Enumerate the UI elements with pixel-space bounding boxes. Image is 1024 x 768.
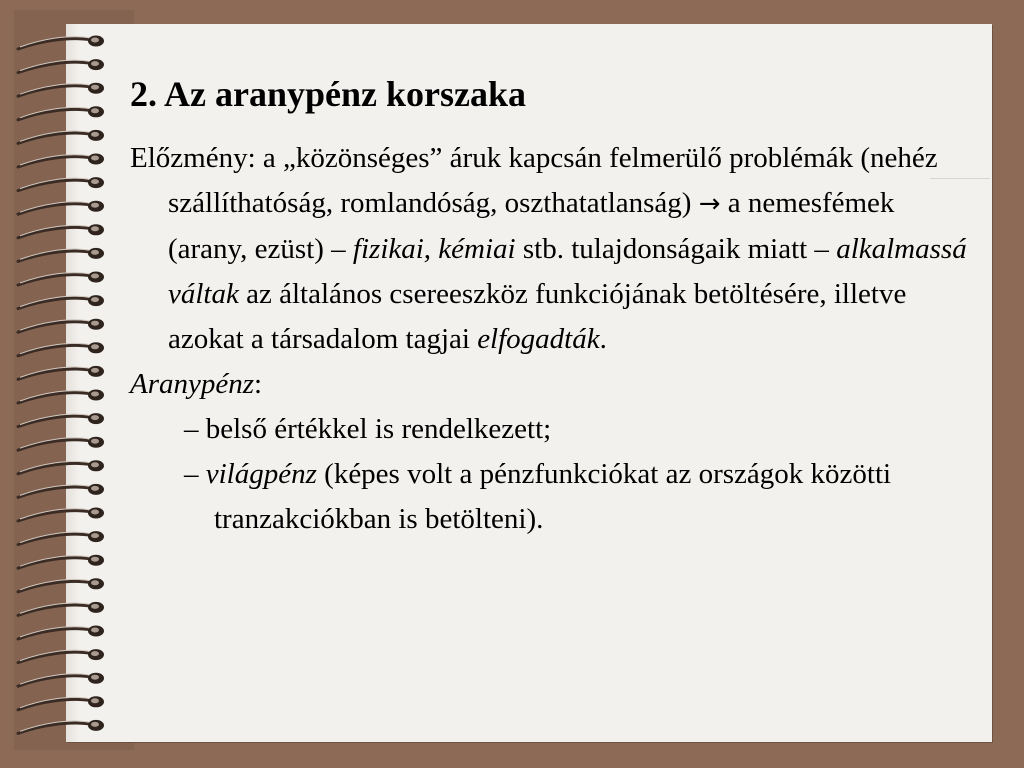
- binding-ring: [18, 106, 104, 120]
- list-item: – belső értékkel is rendelkezett;: [184, 413, 552, 445]
- binding-ring: [18, 390, 104, 404]
- text-run: az általános csereeszköz funkciójának betöltésére, illetve azokat a társadalom tagjai: [168, 278, 907, 355]
- binding-ring: [18, 720, 104, 734]
- binding-ring: [18, 602, 104, 616]
- binding-ring: [18, 83, 104, 97]
- binding-ring: [18, 649, 104, 663]
- binding-ring: [18, 696, 104, 710]
- text-run: :: [254, 368, 263, 400]
- text-run: .: [599, 323, 607, 355]
- binding-ring: [18, 130, 104, 144]
- text-run: (képes volt a pénzfunkciókat az országok közötti tranzakciókban is betölteni).: [214, 458, 892, 535]
- binding-ring: [18, 342, 104, 356]
- binding-ring: [18, 531, 104, 545]
- arrow-icon: →: [698, 189, 721, 219]
- binding-ring: [18, 555, 104, 569]
- dash-text: –: [184, 458, 199, 490]
- gold-money-label: [130, 362, 970, 407]
- emphasis-text: világpénz: [205, 458, 317, 490]
- binding-ring: [18, 59, 104, 73]
- binding-ring: [18, 224, 104, 238]
- binding-ring: [18, 366, 104, 380]
- binding-ring: [18, 578, 104, 592]
- text-run: stb. tulajdonságaik miatt –: [522, 233, 829, 265]
- paragraph-predecessor: [130, 136, 970, 362]
- binding-ring: [18, 413, 104, 427]
- emphasis-text: fizikai, kémiai: [352, 233, 516, 265]
- emphasis-text: Aranypénz: [130, 368, 255, 400]
- emphasis-text: alkalmassá váltak: [168, 233, 967, 310]
- text-run: Előzmény: a „közönséges” áruk kapcsán felmerülő problémák (nehéz szállíthatóság, romlandóság, oszthatatlanság): [130, 142, 938, 219]
- text-run: a nemesfémek (arany, ezüst) –: [168, 187, 895, 265]
- binding-ring: [18, 626, 104, 640]
- emphasis-text: elfogadták: [477, 323, 600, 355]
- binding-ring: [18, 201, 104, 215]
- list-item: [130, 452, 970, 542]
- binding-ring: [18, 508, 104, 522]
- spiral-binding-icon: [0, 0, 130, 768]
- binding-ring: [18, 673, 104, 687]
- binding-ring: [18, 295, 104, 309]
- slide-title: 2. Az aranypénz korszaka: [130, 74, 526, 114]
- binding-ring: [18, 154, 104, 168]
- binding-ring: [18, 319, 104, 333]
- binding-ring: [18, 248, 104, 262]
- binding-ring: [18, 272, 104, 286]
- slide-content: [130, 72, 970, 542]
- binding-ring: [18, 460, 104, 474]
- binding-ring: [18, 177, 104, 191]
- binding-ring: [18, 36, 104, 50]
- binding-ring: [18, 437, 104, 451]
- binding-ring: [18, 484, 104, 498]
